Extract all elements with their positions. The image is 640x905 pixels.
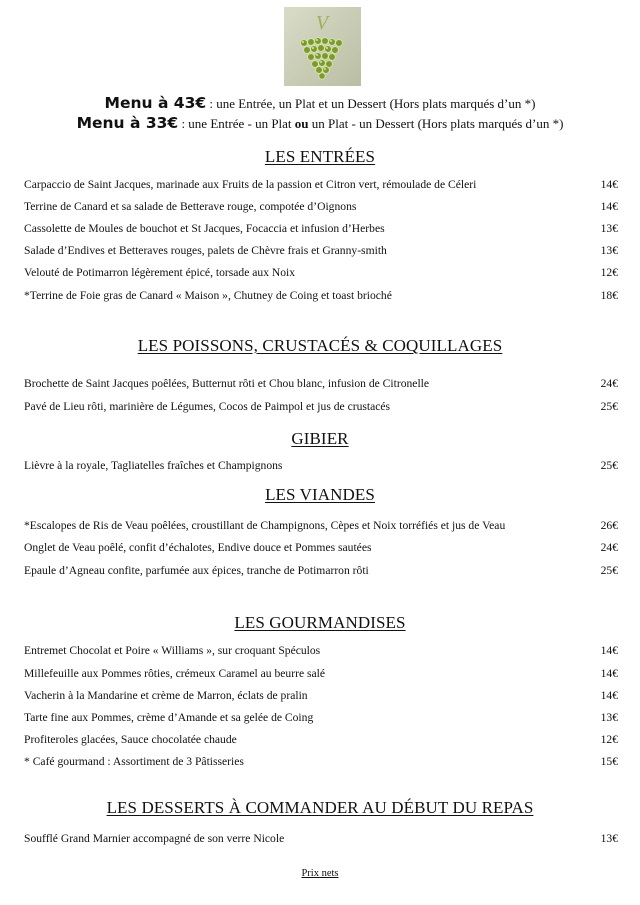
- menu-item: [24, 564, 618, 580]
- item-name: Vacherin à la Mandarine et crème de Marron, éclats de pralin: [24, 689, 308, 702]
- menu-item: [24, 541, 618, 557]
- item-name: Onglet de Veau poêlé, confit d’échalotes, Endive douce et Pommes sautées: [24, 541, 372, 554]
- section-title-desserts: LES DESSERTS À COMMANDER AU DÉBUT DU REPAS: [106, 798, 534, 817]
- item-name: Lièvre à la royale, Tagliatelles fraîches et Champignons: [24, 459, 283, 472]
- item-price: 13€: [600, 222, 618, 235]
- menu-item: [24, 711, 618, 727]
- menu-item: [24, 200, 618, 216]
- item-name: Carpaccio de Saint Jacques, marinade aux Fruits de la passion et Citron vert, rémoulade de Céleri: [24, 178, 477, 191]
- item-price: 14€: [600, 644, 618, 657]
- item-price: 14€: [600, 178, 618, 191]
- item-price: 25€: [600, 564, 618, 577]
- menu-item: [24, 222, 618, 238]
- item-price: 26€: [600, 519, 618, 532]
- item-price: 14€: [600, 689, 618, 702]
- item-price: 25€: [600, 459, 618, 472]
- menu-43-description: : une Entrée, un Plat et un Dessert (Hors plats marqués d’un *): [206, 96, 536, 111]
- menu-33-description-b: un Plat - un Dessert (Hors plats marqués d’un *): [308, 116, 564, 131]
- menu-item: [24, 459, 618, 475]
- menu-33-description-a: : une Entrée - un Plat: [178, 116, 295, 131]
- footer-prix-nets: Prix nets: [301, 868, 339, 879]
- item-name: Epaule d’Agneau confite, parfumée aux épices, tranche de Potimarron rôti: [24, 564, 369, 577]
- item-name: Soufflé Grand Marnier accompagné de son verre Nicole: [24, 832, 285, 845]
- item-price: 24€: [600, 377, 618, 390]
- item-name: *Escalopes de Ris de Veau poêlées, croustillant de Champignons, Cèpes et Noix torréfiés et jus de Veau: [24, 519, 506, 532]
- menu-item: [24, 755, 618, 771]
- item-price: 13€: [600, 832, 618, 845]
- grape-cluster-logo-icon: [284, 7, 361, 86]
- section-title-gibier: GIBIER: [291, 429, 349, 448]
- menu-item: [24, 667, 618, 683]
- menu-item: [24, 178, 618, 194]
- item-name: Cassolette de Moules de bouchot et St Jacques, Focaccia et infusion d’Herbes: [24, 222, 385, 235]
- item-name: Terrine de Canard et sa salade de Betterave rouge, compotée d’Oignons: [24, 200, 357, 213]
- section-title-viandes: LES VIANDES: [265, 485, 375, 504]
- item-name: Velouté de Potimarron légèrement épicé, torsade aux Noix: [24, 266, 296, 279]
- item-name: Profiteroles glacées, Sauce chocolatée chaude: [24, 733, 237, 746]
- item-name: Brochette de Saint Jacques poêlées, Butternut rôti et Chou blanc, infusion de Citronelle: [24, 377, 430, 390]
- menu-item: [24, 400, 618, 416]
- section-title-gourmandises: LES GOURMANDISES: [234, 613, 406, 632]
- item-price: 15€: [600, 755, 618, 768]
- menu-43-label: Menu à 43€: [104, 94, 207, 112]
- item-name: Tarte fine aux Pommes, crème d’Amande et sa gelée de Coing: [24, 711, 314, 724]
- menu-item: [24, 266, 618, 282]
- item-price: 18€: [600, 289, 618, 302]
- item-name: * Café gourmand : Assortiment de 3 Pâtisseries: [24, 755, 244, 768]
- item-name: *Terrine de Foie gras de Canard « Maison », Chutney de Coing et toast brioché: [24, 289, 392, 302]
- menu-item: [24, 733, 618, 749]
- section-title-poissons: LES POISSONS, CRUSTACÉS & COQUILLAGES: [137, 336, 503, 355]
- menu-33-ou: ou: [294, 116, 309, 131]
- restaurant-logo: [284, 7, 361, 86]
- item-price: 12€: [600, 733, 618, 746]
- menu-33-line: [0, 114, 640, 132]
- item-price: 14€: [600, 200, 618, 213]
- item-price: 24€: [600, 541, 618, 554]
- section-title-entrees: LES ENTRÉES: [264, 147, 376, 166]
- menu-43-line: [0, 94, 640, 112]
- menu-item: [24, 244, 618, 260]
- item-price: 13€: [600, 711, 618, 724]
- menu-item: [24, 689, 618, 705]
- menu-item: [24, 377, 618, 393]
- item-name: Entremet Chocolat et Poire « Williams », sur croquant Spéculos: [24, 644, 321, 657]
- item-price: 13€: [600, 244, 618, 257]
- item-name: Salade d’Endives et Betteraves rouges, palets de Chèvre frais et Granny-smith: [24, 244, 387, 257]
- menu-item: [24, 644, 618, 660]
- item-price: 12€: [600, 266, 618, 279]
- item-price: 14€: [600, 667, 618, 680]
- item-price: 25€: [600, 400, 618, 413]
- svg-text:V: V: [315, 12, 329, 34]
- item-name: Pavé de Lieu rôti, marinière de Légumes, Cocos de Paimpol et jus de crustacés: [24, 400, 391, 413]
- menu-item: [24, 519, 618, 535]
- menu-item: [24, 832, 618, 848]
- menu-item: [24, 289, 618, 305]
- item-name: Millefeuille aux Pommes rôties, crémeux Caramel au beurre salé: [24, 667, 326, 680]
- menu-33-label: Menu à 33€: [76, 114, 179, 132]
